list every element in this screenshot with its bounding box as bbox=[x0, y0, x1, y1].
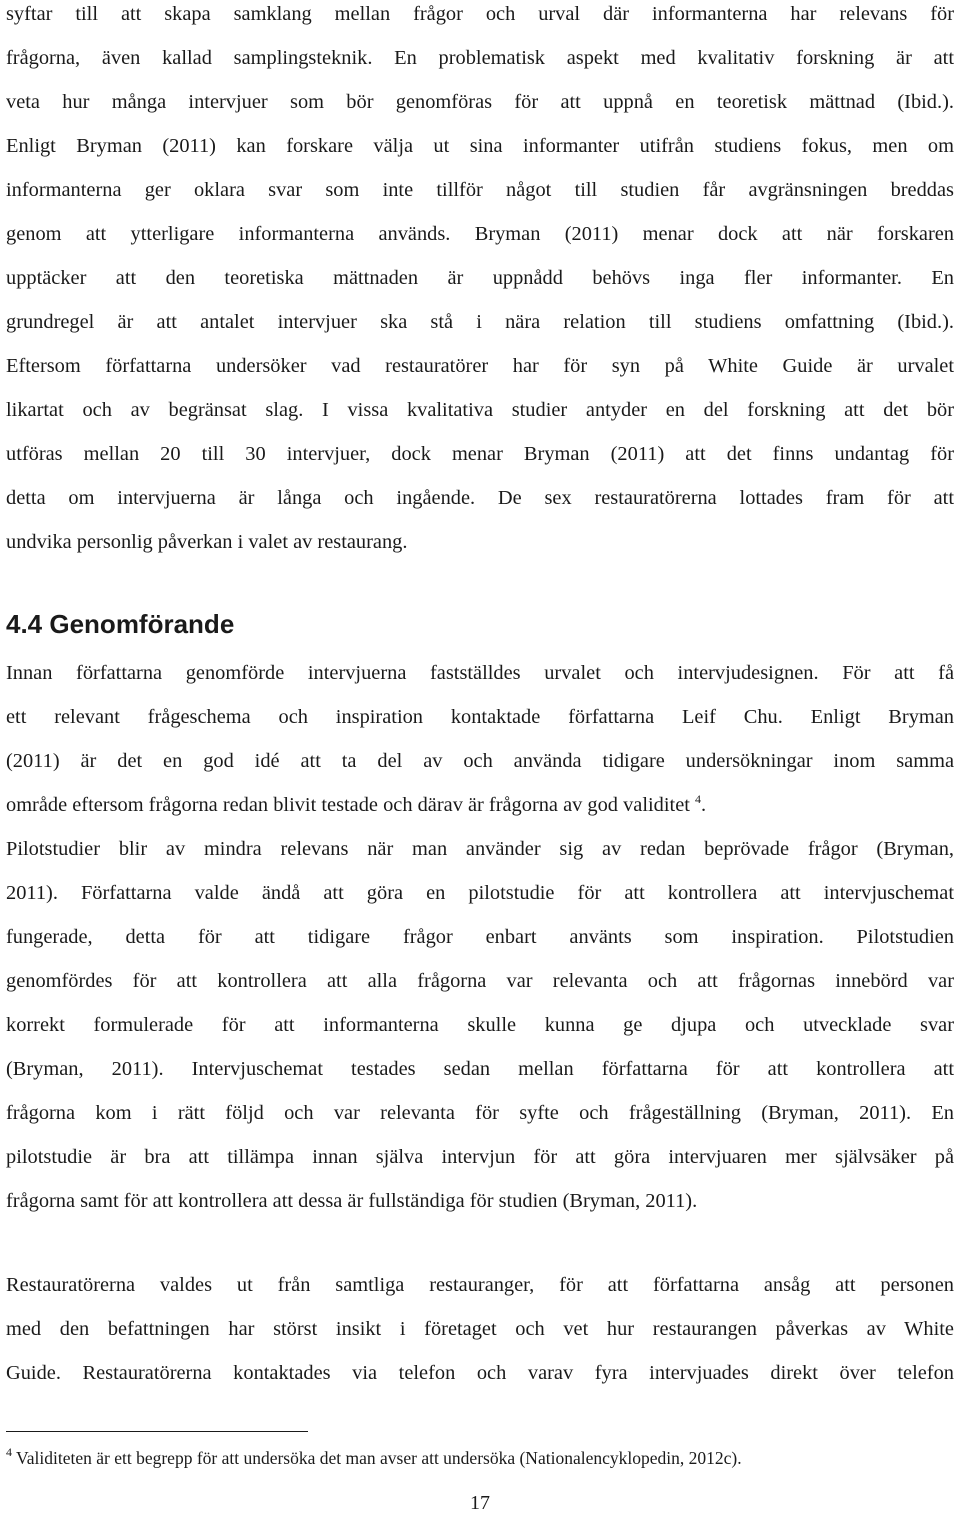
footnote-divider bbox=[6, 1431, 308, 1432]
text-line: Eftersom författarna undersöker vad restauratörer har för syn på White Guide är urvalet bbox=[6, 355, 954, 377]
text-line: detta om intervjuerna är långa och ingående. De sex restauratörerna lottades fram för att bbox=[6, 487, 954, 509]
text-line: Enligt Bryman (2011) kan forskare välja ut sina informanter utifrån studiens fokus, men om bbox=[6, 135, 954, 157]
text-line: Pilotstudier blir av mindra relevans när man använder sig av redan beprövade frågor (Bryman, bbox=[6, 838, 954, 860]
page-number: 17 bbox=[470, 1492, 490, 1514]
text-line: (Bryman, 2011). Intervjuschemat testades sedan mellan författarna för att kontrollera att bbox=[6, 1058, 954, 1080]
text-line: frågorna, även kallad samplingsteknik. En problematisk aspekt med kvalitativ forskning är att bbox=[6, 47, 954, 69]
text-line: likartat och av begränsat slag. I vissa kvalitativa studier antyder en del forskning att det bör bbox=[6, 399, 954, 421]
text-line: genomfördes för att kontrollera att alla frågorna var relevanta och att frågornas innebörd var bbox=[6, 970, 954, 992]
text-line: korrekt formulerade för att informanterna skulle kunna ge djupa och utvecklade svar bbox=[6, 1014, 954, 1036]
text-line: undvika personlig påverkan i valet av restaurang. bbox=[6, 531, 408, 553]
text-line: grundregel är att antalet intervjuer ska stå i nära relation till studiens omfattning (Ibid.). bbox=[6, 311, 954, 333]
footnote bbox=[6, 1444, 742, 1472]
footnote-text: Validiteten är ett begrepp för att undersöka det man avser att undersöka (Nationalencyklopedin, 2012c). bbox=[12, 1448, 742, 1468]
text-line: informanterna ger oklara svar som inte tillför något till studien får avgränsningen breddas bbox=[6, 179, 954, 201]
footnote-reference[interactable]: 4 bbox=[695, 792, 702, 806]
text-line bbox=[6, 783, 954, 827]
text-line: fungerade, detta för att tidigare frågor enbart använts som inspiration. Pilotstudien bbox=[6, 926, 954, 948]
text-line: Restauratörerna valdes ut från samtliga restauranger, för att författarna ansåg att personen bbox=[6, 1274, 954, 1296]
text-line: pilotstudie är bra att tillämpa innan själva intervjun för att göra intervjuaren mer självsäker på bbox=[6, 1146, 954, 1168]
text-line: frågorna samt för att kontrollera att dessa är fullständiga för studien (Bryman, 2011). bbox=[6, 1190, 698, 1212]
body-paragraph-urval bbox=[6, 0, 954, 564]
text-line: ett relevant frågeschema och inspiration kontaktade författarna Leif Chu. Enligt Bryman bbox=[6, 706, 954, 728]
text-line: utföras mellan 20 till 30 intervjuer, dock menar Bryman (2011) att det finns undantag för bbox=[6, 443, 954, 465]
text-line: Guide. Restauratörerna kontaktades via telefon och varav fyra intervjuades direkt över telefon bbox=[6, 1362, 954, 1384]
text-line: upptäcker att den teoretiska mättnaden är uppnådd behövs inga fler informanter. En bbox=[6, 267, 954, 289]
body-paragraph-restauratorer bbox=[6, 1263, 954, 1395]
text-line-content: område eftersom frågorna redan blivit testade och därav är frågorna av god validitet bbox=[6, 794, 690, 816]
text-line: veta hur många intervjuer som bör genomföras för att uppnå en teoretisk mättnad (Ibid.). bbox=[6, 91, 954, 113]
body-paragraph-genomforande bbox=[6, 651, 954, 1223]
section-heading: 4.4 Genomförande bbox=[6, 609, 235, 639]
text-line: syftar till att skapa samklang mellan frågor och urval där informanterna har relevans för bbox=[6, 3, 954, 25]
text-line: Innan författarna genomförde intervjuerna fastställdes urvalet och intervjudesignen. För att få bbox=[6, 662, 954, 684]
text-line: med den befattningen har störst insikt i företaget och vet hur restaurangen påverkas av White bbox=[6, 1318, 954, 1340]
footnote-marker: 4 bbox=[6, 1445, 12, 1459]
text-line: 2011). Författarna valde ändå att göra en pilotstudie för att kontrollera att intervjuschemat bbox=[6, 882, 954, 904]
text-line: genom att ytterligare informanterna används. Bryman (2011) menar dock att när forskaren bbox=[6, 223, 954, 245]
text-line: frågorna kom i rätt följd och var relevanta för syfte och frågeställning (Bryman, 2011). En bbox=[6, 1102, 954, 1124]
sentence-end: . bbox=[701, 794, 707, 816]
text-line: (2011) är det en god idé att ta del av och använda tidigare undersökningar inom samma bbox=[6, 750, 954, 772]
